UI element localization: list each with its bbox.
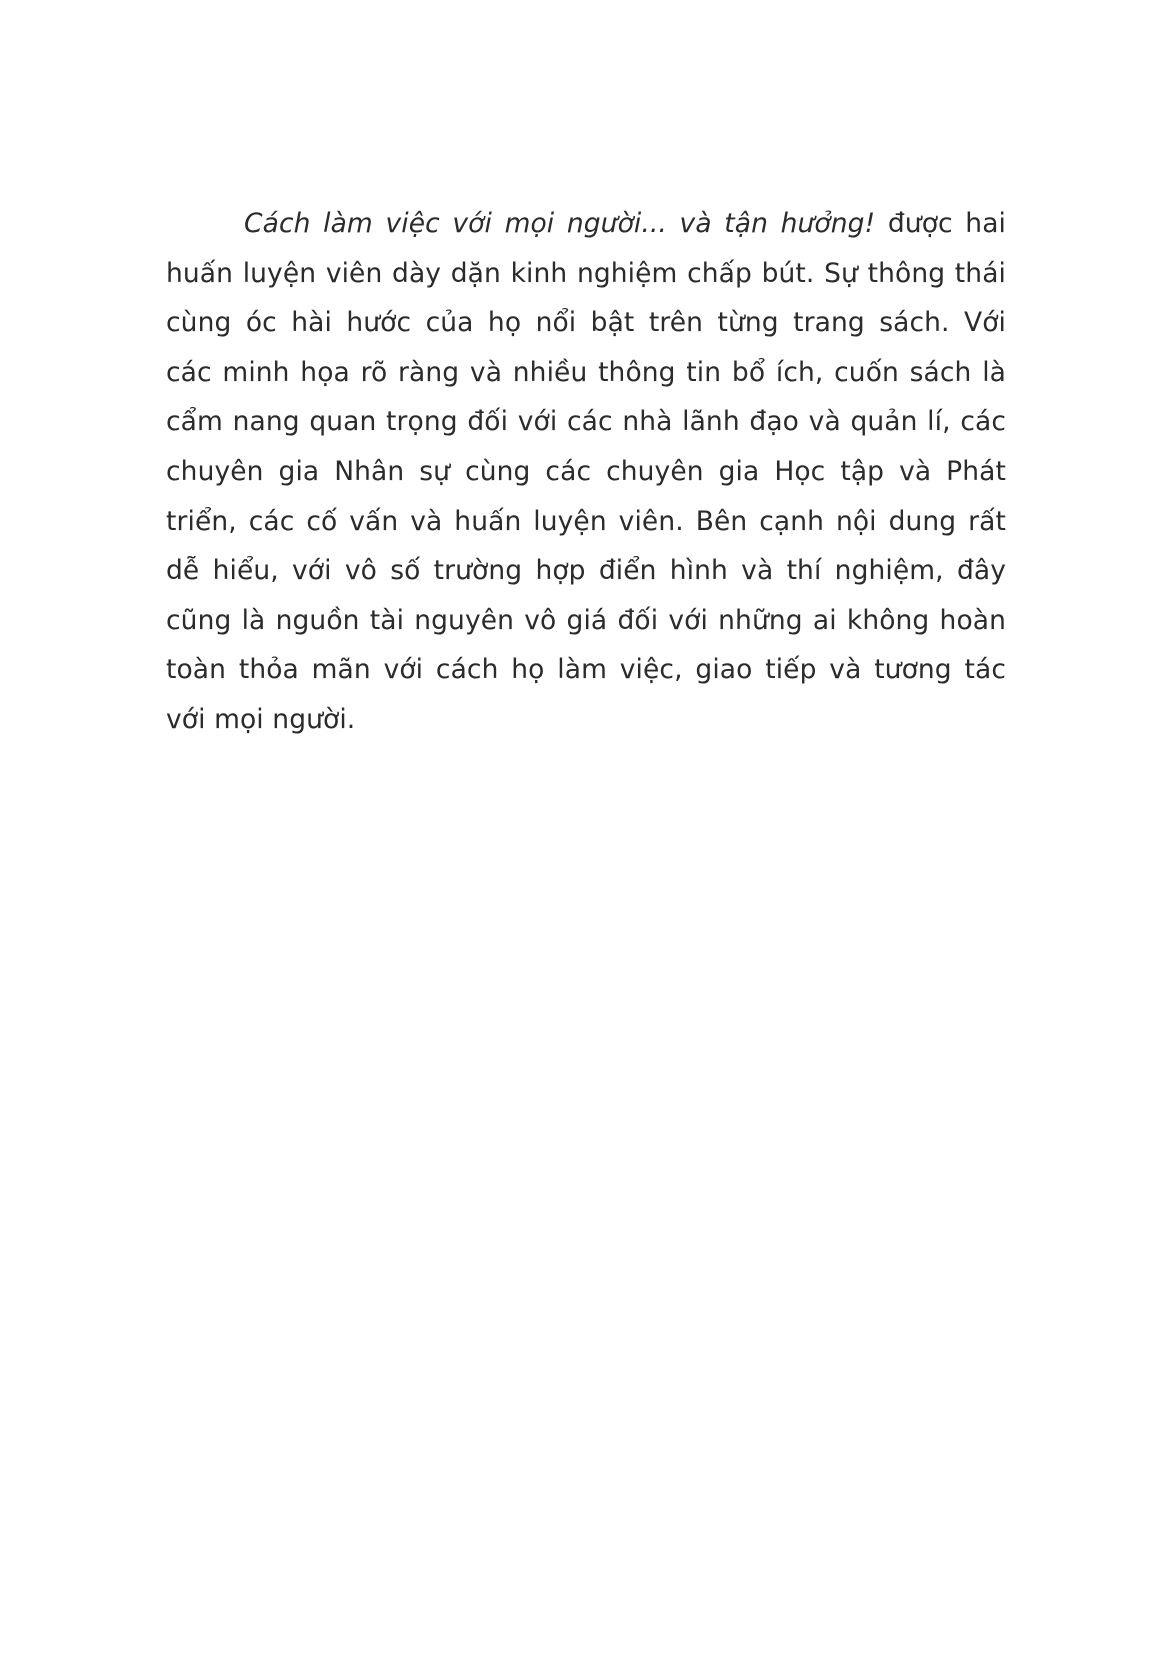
paragraph-line-5: cẩm nang quan trọng đối với các nhà lãnh đạo và quản lí, các <box>166 406 1006 438</box>
paragraph-line-6: chuyên gia Nhân sự cùng các chuyên gia Học tập và Phát <box>166 455 1006 487</box>
paragraph-line-9: cũng là nguồn tài nguyên vô giá đối với những ai không hoàn <box>166 604 1006 636</box>
paragraph-line-4: các minh họa rõ ràng và nhiều thông tin bổ ích, cuốn sách là <box>166 356 1006 388</box>
paragraph-line-11: với mọi người. <box>166 703 356 735</box>
book-title-italic: Cách làm việc với mọi người... và tận hưởng! <box>244 208 876 239</box>
paragraph-line-7: triển, các cố vấn và huấn luyện viên. Bên cạnh nội dung rất <box>166 505 1006 537</box>
body-paragraph <box>166 199 1006 745</box>
paragraph-line-3: cùng óc hài hước của họ nổi bật trên từng trang sách. Với <box>166 307 1006 339</box>
line-1-continuation: được hai <box>875 208 1006 239</box>
paragraph-line-1 <box>166 199 1006 249</box>
paragraph-line-8: dễ hiểu, với vô số trường hợp điển hình và thí nghiệm, đây <box>166 555 1006 587</box>
paragraph-line-10: toàn thỏa mãn với cách họ làm việc, giao tiếp và tương tác <box>166 654 1006 686</box>
paragraph-line-2: huấn luyện viên dày dặn kinh nghiệm chấp bút. Sự thông thái <box>166 257 1006 289</box>
